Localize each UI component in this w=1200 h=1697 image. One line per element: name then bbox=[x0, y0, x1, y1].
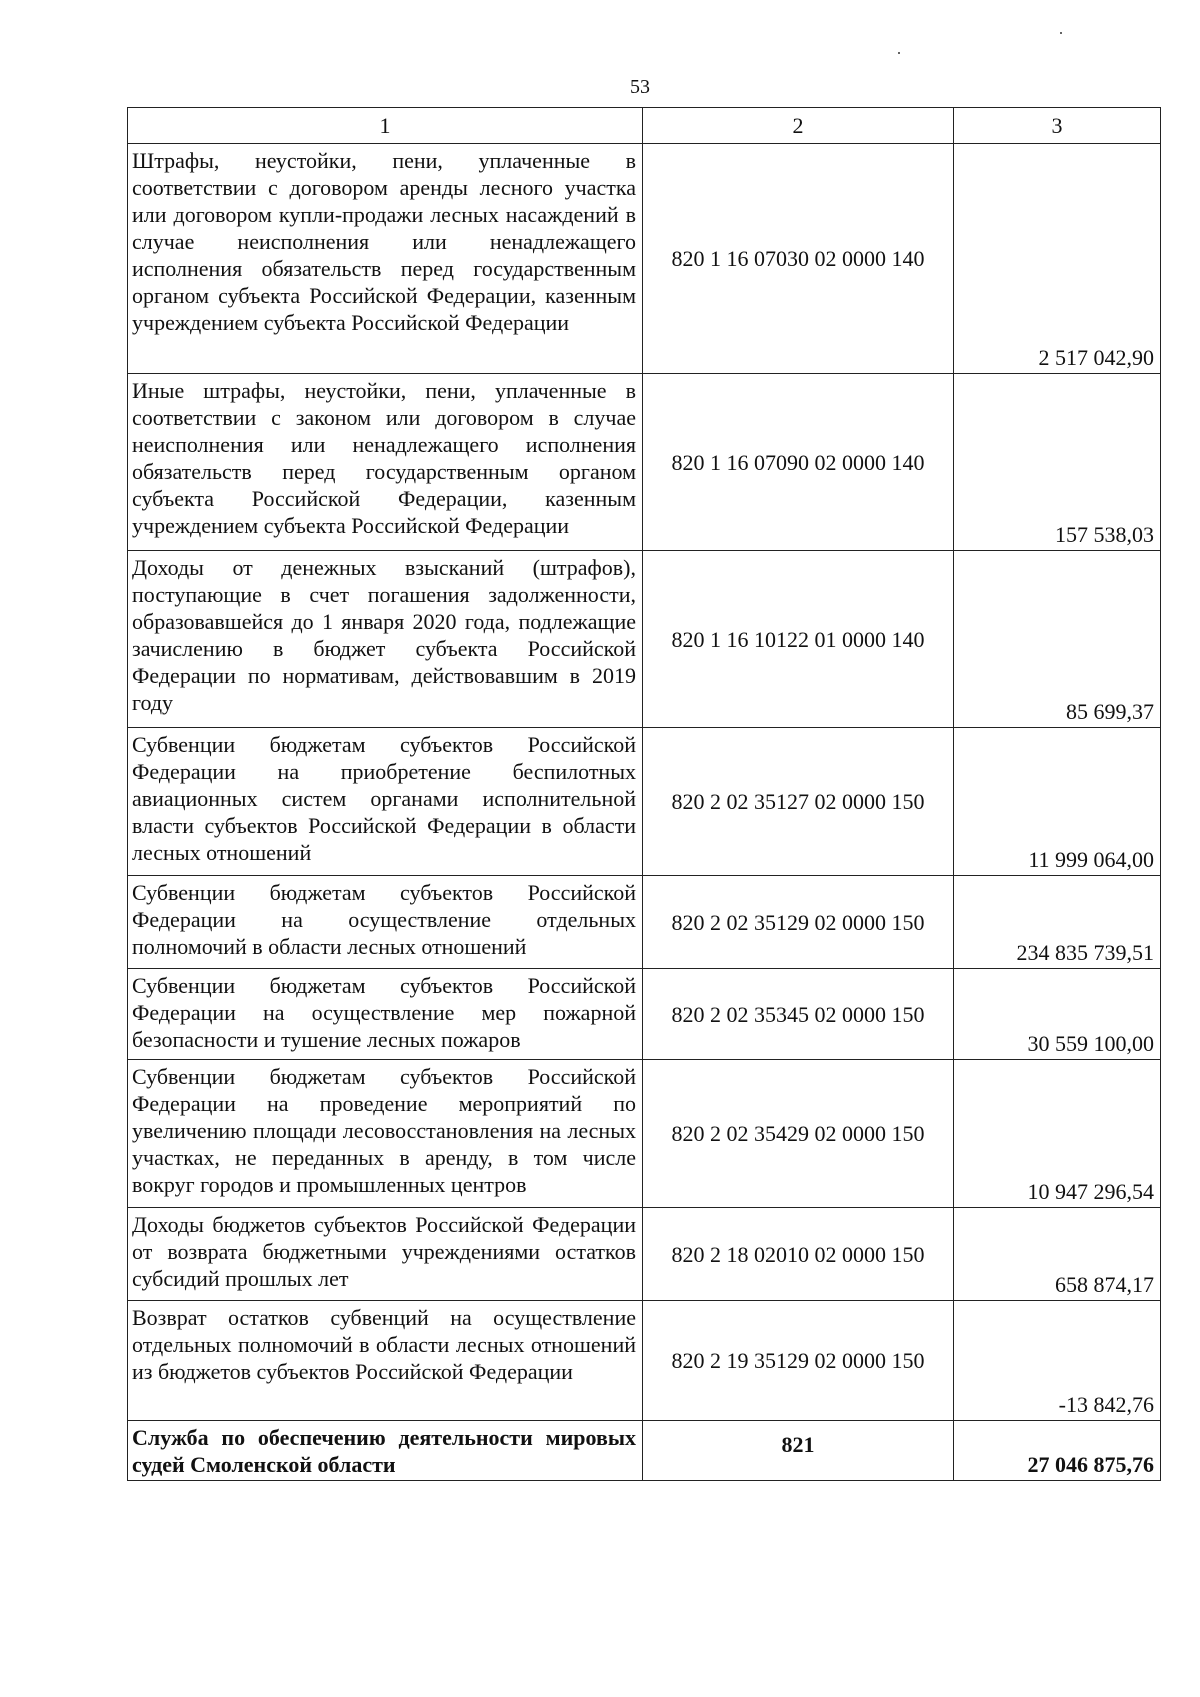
row-amount: 2 517 042,90 bbox=[954, 144, 1161, 374]
table-row bbox=[128, 876, 1161, 969]
total-description: Служба по обеспечению деятельности мировых судей Смоленской области bbox=[128, 1421, 643, 1481]
row-amount: 10 947 296,54 bbox=[954, 1060, 1161, 1208]
table-row bbox=[128, 969, 1161, 1060]
row-code: 820 2 19 35129 02 0000 150 bbox=[643, 1301, 954, 1421]
table-row bbox=[128, 728, 1161, 876]
row-description: Штрафы, неустойки, пени, уплаченные в соответствии с договором аренды лесного участка или договором купли-продажи лесных насаждений в случае неисполнения или ненадлежащего исполнения обязательств перед государственным органом субъекта Российской Федерации, казенным учреждением субъекта Российской Федерации bbox=[128, 144, 643, 374]
row-description: Возврат остатков субвенций на осуществление отдельных полномочий в области лесных отношений из бюджетов субъектов Российской Федерации bbox=[128, 1301, 643, 1421]
table-row bbox=[128, 1208, 1161, 1301]
row-code: 820 1 16 10122 01 0000 140 bbox=[643, 551, 954, 728]
table-row bbox=[128, 144, 1161, 374]
table-header-row bbox=[128, 108, 1161, 144]
row-description: Иные штрафы, неустойки, пени, уплаченные в соответствии с законом или договором в случае неисполнения или ненадлежащего исполнения обязательств перед государственным органом субъекта Российской Федерации, казенным учреждением субъекта Российской Федерации bbox=[128, 374, 643, 551]
row-code: 820 1 16 07030 02 0000 140 bbox=[643, 144, 954, 374]
row-amount: 11 999 064,00 bbox=[954, 728, 1161, 876]
table-row bbox=[128, 1301, 1161, 1421]
total-code: 821 bbox=[643, 1421, 954, 1481]
table-total-row bbox=[128, 1421, 1161, 1481]
row-description: Доходы от денежных взысканий (штрафов), поступающие в счет погашения задолженности, образовавшейся до 1 января 2020 года, подлежащие зачислению в бюджет субъекта Российской Федерации по нормативам, действовавшим в 2019 году bbox=[128, 551, 643, 728]
row-code: 820 2 02 35429 02 0000 150 bbox=[643, 1060, 954, 1208]
table-row bbox=[128, 374, 1161, 551]
page-number: 53 bbox=[630, 76, 650, 98]
column-header-3: 3 bbox=[954, 108, 1161, 144]
budget-revenue-table bbox=[127, 107, 1161, 1481]
row-code: 820 2 18 02010 02 0000 150 bbox=[643, 1208, 954, 1301]
total-amount: 27 046 875,76 bbox=[954, 1421, 1161, 1481]
scan-speck bbox=[1060, 32, 1062, 34]
row-description: Субвенции бюджетам субъектов Российской Федерации на проведение мероприятий по увеличению площади лесовосстановления на лесных участках, не переданных в аренду, в том числе вокруг городов и промышленных центров bbox=[128, 1060, 643, 1208]
row-amount: -13 842,76 bbox=[954, 1301, 1161, 1421]
row-code: 820 2 02 35127 02 0000 150 bbox=[643, 728, 954, 876]
row-description: Субвенции бюджетам субъектов Российской Федерации на осуществление мер пожарной безопасности и тушение лесных пожаров bbox=[128, 969, 643, 1060]
row-description: Субвенции бюджетам субъектов Российской Федерации на осуществление отдельных полномочий в области лесных отношений bbox=[128, 876, 643, 969]
row-code: 820 2 02 35345 02 0000 150 bbox=[643, 969, 954, 1060]
row-amount: 234 835 739,51 bbox=[954, 876, 1161, 969]
row-description: Субвенции бюджетам субъектов Российской Федерации на приобретение беспилотных авиационных систем органами исполнительной власти субъектов Российской Федерации в области лесных отношений bbox=[128, 728, 643, 876]
scan-speck bbox=[898, 52, 900, 54]
row-code: 820 2 02 35129 02 0000 150 bbox=[643, 876, 954, 969]
row-amount: 30 559 100,00 bbox=[954, 969, 1161, 1060]
table-row bbox=[128, 1060, 1161, 1208]
row-amount: 85 699,37 bbox=[954, 551, 1161, 728]
table-row bbox=[128, 551, 1161, 728]
row-amount: 658 874,17 bbox=[954, 1208, 1161, 1301]
column-header-1: 1 bbox=[128, 108, 643, 144]
row-code: 820 1 16 07090 02 0000 140 bbox=[643, 374, 954, 551]
row-description: Доходы бюджетов субъектов Российской Федерации от возврата бюджетными учреждениями остатков субсидий прошлых лет bbox=[128, 1208, 643, 1301]
row-amount: 157 538,03 bbox=[954, 374, 1161, 551]
column-header-2: 2 bbox=[643, 108, 954, 144]
